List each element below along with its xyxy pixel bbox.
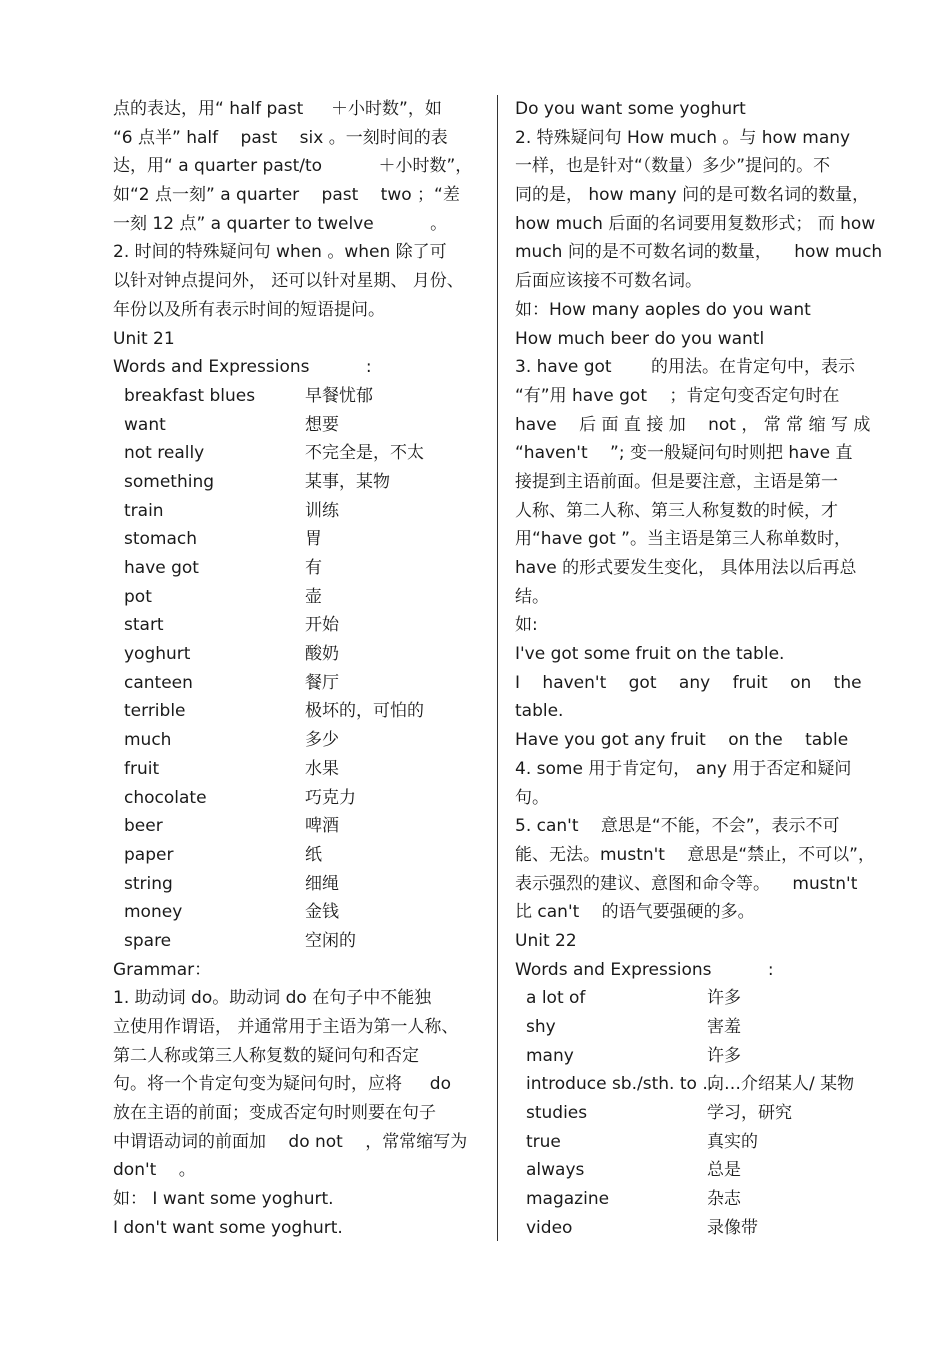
vocab-english: spare xyxy=(124,930,172,951)
text-line: 中谓语动词的前面加 do not ，常常缩写为 xyxy=(113,1131,468,1152)
text-line: 年份以及所有表示时间的短语提问。 xyxy=(113,299,385,320)
vocab-english: yoghurt xyxy=(124,644,191,665)
vocab-row xyxy=(113,755,479,784)
text-line: 4. some 用于肯定句， any 用于否定和疑问 xyxy=(515,758,852,779)
text-line: How much beer do you wantl xyxy=(515,328,765,349)
text-line: 点的表达，用“ half past ＋小时数”，如 xyxy=(113,99,442,119)
unit-22-words-heading: Words and Expressions : xyxy=(515,959,774,980)
vocab-meaning: 训练 xyxy=(305,500,339,521)
vocab-row xyxy=(113,411,479,440)
text-line: 结。 xyxy=(515,586,549,607)
vocab-row xyxy=(113,784,479,813)
text-line: “haven't ”; 变一般疑问句时则把 have 直 xyxy=(515,443,853,464)
text-line: 一样，也是针对“（数量）多少”提问的。不 xyxy=(515,156,831,177)
text-line: table. xyxy=(515,701,564,722)
unit-21-title: Unit 21 xyxy=(113,328,175,349)
vocab-meaning: 总是 xyxy=(707,1160,741,1181)
right-column xyxy=(515,95,883,1243)
vocab-row xyxy=(515,1128,883,1157)
vocab-row xyxy=(515,984,883,1013)
vocab-meaning: 酸奶 xyxy=(305,644,339,665)
vocab-english: have got xyxy=(124,558,199,578)
vocab-english: terrible xyxy=(124,701,186,722)
text-line: 第二人称或第三人称复数的疑问句和否定 xyxy=(113,1045,419,1066)
vocab-meaning: 空闲的 xyxy=(305,930,356,951)
vocab-english: introduce sb./sth. to … xyxy=(526,1074,720,1095)
text-line: 如：How many aoples do you want xyxy=(515,299,811,320)
vocab-english: want xyxy=(124,414,166,435)
vocab-english: pot xyxy=(124,586,152,607)
vocab-row xyxy=(515,1156,883,1185)
vocab-row xyxy=(113,812,479,841)
vocab-row xyxy=(113,382,479,411)
unit-22-title: Unit 22 xyxy=(515,930,577,951)
vocab-meaning: 壶 xyxy=(305,586,322,607)
vocab-english: breakfast blues xyxy=(124,385,256,406)
vocab-meaning: 许多 xyxy=(707,1045,741,1066)
vocab-english: something xyxy=(124,471,215,492)
vocab-english: canteen xyxy=(124,672,193,693)
text-line: 2. 特殊疑问句 How much 。与 how many xyxy=(515,127,851,148)
vocab-row xyxy=(113,927,479,956)
grammar-heading: Grammar： xyxy=(113,959,212,980)
text-line: 达，用“ a quarter past/to ＋小时数”， xyxy=(113,156,473,177)
vocab-meaning: 学习，研究 xyxy=(707,1103,792,1124)
unit-21-word-list xyxy=(113,382,479,956)
text-line: 如: xyxy=(515,615,538,636)
vocab-row xyxy=(113,554,479,583)
vocab-meaning: 早餐忧郁 xyxy=(305,385,373,406)
text-line: 后面应该接不可数名词。 xyxy=(515,271,702,292)
vocab-row xyxy=(113,525,479,554)
text-line: “6 点半” half past six 。一刻时间的表 xyxy=(113,127,448,148)
vocab-english: chocolate xyxy=(124,787,207,808)
vocab-english: start xyxy=(124,615,164,636)
vocab-row xyxy=(113,870,479,899)
text-line: 用“have got ”。当主语是第三人称单数时， xyxy=(515,529,851,550)
vocab-english: money xyxy=(124,902,183,923)
vocab-meaning: 开始 xyxy=(305,615,339,636)
vocab-row xyxy=(113,841,479,870)
column-divider xyxy=(497,95,498,1241)
unit-21-words-heading: Words and Expressions : xyxy=(113,357,372,378)
text-line: much 问的是不可数名词的数量， how much xyxy=(515,242,883,263)
text-line: don't 。 xyxy=(113,1160,196,1181)
vocab-meaning: 害羞 xyxy=(707,1017,741,1037)
text-line: 能、无法。mustn't 意思是“禁止，不可以”， xyxy=(515,844,875,865)
vocab-row xyxy=(113,726,479,755)
vocab-english: always xyxy=(526,1160,585,1181)
text-line: 1. 助动词 do。助动词 do 在句子中不能独 xyxy=(113,988,432,1009)
vocab-meaning: 金钱 xyxy=(305,902,339,923)
vocab-row xyxy=(113,439,479,468)
vocab-english: train xyxy=(124,500,164,521)
vocab-english: studies xyxy=(526,1103,588,1124)
vocab-row xyxy=(515,1185,883,1214)
vocab-english: not really xyxy=(124,443,205,464)
text-line: 2. 时间的特殊疑问句 when 。when 除了可 xyxy=(113,242,447,263)
left-column xyxy=(113,95,479,1243)
vocab-row xyxy=(515,1070,883,1099)
vocab-meaning: 有 xyxy=(305,558,322,578)
vocab-row xyxy=(515,1042,883,1071)
text-line: I don't want some yoghurt. xyxy=(113,1217,343,1238)
vocab-english: a lot of xyxy=(526,988,586,1009)
vocab-meaning: 不完全是，不太 xyxy=(305,443,424,464)
text-line: 5. can't 意思是“不能，不会”，表示不可 xyxy=(515,816,840,837)
text-line: I haven't got any fruit on the xyxy=(515,672,862,693)
vocab-row xyxy=(113,468,479,497)
vocab-row xyxy=(113,669,479,698)
text-line: 以针对钟点提问外， 还可以针对星期、 月份、 xyxy=(113,271,464,292)
text-line: I've got some fruit on the table. xyxy=(515,644,785,665)
grammar-text xyxy=(113,984,479,1242)
vocab-english: many xyxy=(526,1045,574,1066)
unit-22-word-list xyxy=(515,984,883,1242)
text-line: how much 后面的名词要用复数形式； 而 how xyxy=(515,213,876,234)
vocab-row xyxy=(113,640,479,669)
vocab-row xyxy=(113,898,479,927)
vocab-meaning: 餐厅 xyxy=(305,672,339,693)
vocab-meaning: 多少 xyxy=(305,730,339,751)
text-line: have 的形式要发生变化， 具体用法以后再总 xyxy=(515,558,857,578)
text-line: 如： I want some yoghurt. xyxy=(113,1189,334,1210)
text-line: 同的是， how many 问的是可数名词的数量， xyxy=(515,185,870,206)
text-line: 3. have got 的用法。在肯定句中，表示 xyxy=(515,357,855,378)
vocab-row xyxy=(515,1099,883,1128)
text-line: 如“2 点一刻” a quarter past two ；“差 xyxy=(113,185,460,206)
text-line: Do you want some yoghurt xyxy=(515,99,746,119)
text-line: 人称、第二人称、第三人称复数的时候，才 xyxy=(515,500,838,521)
vocab-row xyxy=(515,1214,883,1243)
vocab-english: true xyxy=(526,1131,561,1152)
text-line: 句。将一个肯定句变为疑问句时，应将 do xyxy=(113,1074,451,1095)
vocab-english: fruit xyxy=(124,758,160,779)
vocab-row xyxy=(113,697,479,726)
vocab-meaning: 纸 xyxy=(305,844,322,865)
text-line: 句。 xyxy=(515,787,549,808)
text-line: have 后 面 直 接 加 not ， 常 常 缩 写 成 xyxy=(515,414,871,435)
vocab-meaning: 细绳 xyxy=(305,873,339,894)
text-line: 一刻 12 点” a quarter to twelve 。 xyxy=(113,213,448,234)
vocab-meaning: 录像带 xyxy=(707,1217,758,1238)
vocab-meaning: 水果 xyxy=(305,758,339,779)
vocab-row xyxy=(515,1013,883,1042)
text-line: 比 can't 的语气要强硬的多。 xyxy=(515,902,755,923)
vocab-row xyxy=(113,497,479,526)
text-line: Have you got any fruit on the table xyxy=(515,730,849,751)
vocab-english: magazine xyxy=(526,1189,610,1210)
text-line: 表示强烈的建议、意图和命令等。 mustn't xyxy=(515,873,858,894)
text-line: “有”用 have got ；肯定句变否定句时在 xyxy=(515,385,840,406)
vocab-meaning: 杂志 xyxy=(707,1189,741,1210)
vocab-meaning: 啤酒 xyxy=(305,816,339,837)
left-intro-text xyxy=(113,95,479,325)
text-line: 放在主语的前面；变成否定句时则要在句子 xyxy=(113,1103,436,1124)
vocab-meaning: 极坏的，可怕的 xyxy=(305,701,424,722)
vocab-english: string xyxy=(124,873,173,894)
vocab-meaning: 想要 xyxy=(305,414,339,435)
vocab-english: shy xyxy=(526,1017,556,1037)
vocab-english: stomach xyxy=(124,529,198,550)
vocab-meaning: 真实的 xyxy=(707,1131,758,1152)
right-intro-text xyxy=(515,95,883,927)
vocab-meaning: 胃 xyxy=(305,529,322,550)
vocab-english: beer xyxy=(124,816,163,837)
vocab-row xyxy=(113,583,479,612)
vocab-meaning: 巧克力 xyxy=(305,787,356,808)
text-line: 立使用作谓语， 并通常用于主语为第一人称、 xyxy=(113,1017,459,1037)
text-line: 接提到主语前面。但是要注意，主语是第一 xyxy=(515,471,838,492)
vocab-row xyxy=(113,611,479,640)
vocab-meaning: 向…介绍某人/ 某物 xyxy=(707,1074,855,1095)
vocab-english: video xyxy=(526,1217,573,1238)
vocab-english: paper xyxy=(124,844,174,865)
vocab-meaning: 许多 xyxy=(707,988,741,1009)
vocab-english: much xyxy=(124,730,172,751)
vocab-meaning: 某事，某物 xyxy=(305,471,390,492)
